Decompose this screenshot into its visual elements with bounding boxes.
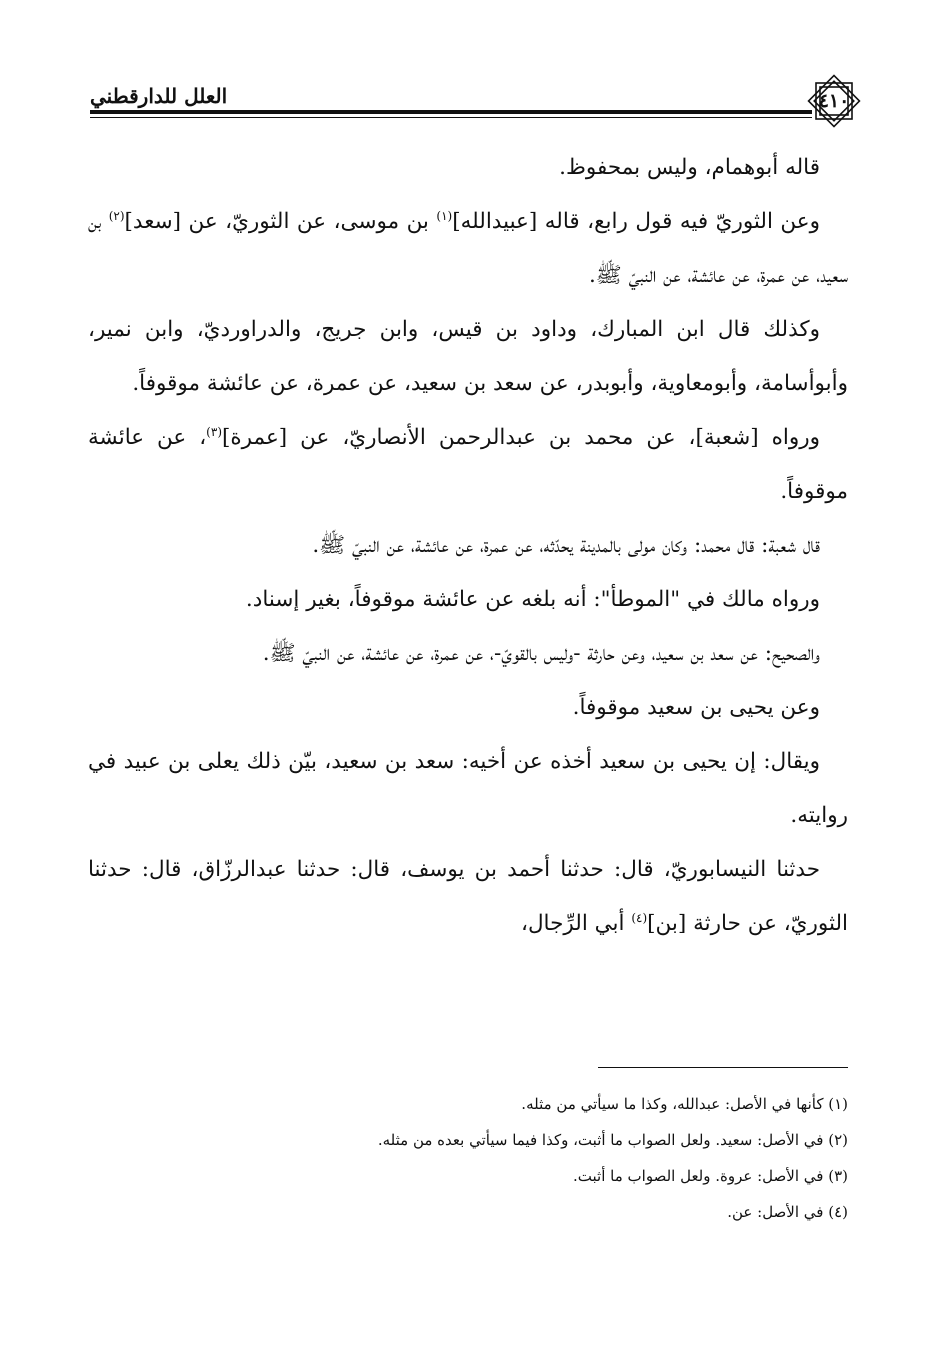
header-rule-thin xyxy=(90,117,812,118)
header-rule-thick xyxy=(90,110,812,114)
main-text xyxy=(88,141,848,951)
page-number-badge xyxy=(805,72,863,130)
paragraph: ورواه مالك في "الموطأ": أنه بلغه عن عائشة موقوفاً، بغير إسناد. xyxy=(245,587,820,612)
running-header-title: العلل للدارقطني xyxy=(90,84,228,108)
footnote-marker: (٣) xyxy=(206,424,222,439)
paragraph: ويقال: إن يحيى بن سعيد أخذه عن أخيه: سعد بن سعيد، بيّن ذلك يعلى بن عبيد في روايته. xyxy=(88,749,848,828)
footnote: (١) كأنها في الأصل: عبدالله، وكذا ما سيأتي من مثله. xyxy=(521,1095,848,1113)
footnote: (٢) في الأصل: سعيد. ولعل الصواب ما أثبت، وكذا فيما سيأتي بعده من مثله. xyxy=(377,1131,848,1149)
paragraph: والصحيح: عن سعد بن سعيد، وعن حارثة -وليس بالقويّ-، عن عمرة، عن عائشة، عن النبيّ ﷺ. xyxy=(262,641,820,666)
footnote: (٤) في الأصل: عن. xyxy=(727,1203,848,1221)
paragraph: قال شعبة: قال محمد: وكان مولى بالمدينة يحدّثه، عن عمرة، عن عائشة، عن النبيّ ﷺ. xyxy=(312,533,820,558)
footnote-marker: (٤) xyxy=(631,910,648,925)
page-number: ٤١٠ xyxy=(818,90,850,112)
paragraph: حدثنا النيسابوريّ، قال: حدثنا أحمد بن يوسف، قال: حدثنا عبدالرزّاق، قال: حدثنا الثوريّ، عن حارثة [بن]$^{(٤)}$ أبي الرِّجال، xyxy=(88,857,848,936)
paragraph: وكذلك قال ابن المبارك، وداود بن قيس، وابن جريج، والدراورديّ، وابن نمير، وأبوأسامة، وأبومعاوية، وأبوبدر، عن سعد بن سعيد، عن عمرة، عن عائشة موقوفاً. xyxy=(88,317,848,396)
footnotes xyxy=(88,1086,848,1230)
paragraph: وعن يحيى بن سعيد موقوفاً. xyxy=(572,695,820,720)
footnote-marker: (١) xyxy=(436,208,453,223)
paragraph: وعن الثوريّ فيه قول رابع، قاله [عبيدالله]$^{(١)}$ بن موسى، عن الثوريّ، عن [سعد]$^{(٢)}$ بن سعيد، عن عمرة، عن عائشة، عن النبيّ ﷺ. xyxy=(88,208,848,288)
paragraph: قاله أبوهمام، وليس بمحفوظ. xyxy=(559,155,820,180)
paragraph: ورواه [شعبة]، عن محمد بن عبدالرحمن الأنصاريّ، عن [عمرة]$^{(٣)}$، عن عائشة موقوفاً. xyxy=(88,424,848,504)
footnote-separator xyxy=(598,1067,848,1068)
footnote: (٣) في الأصل: عروة. ولعل الصواب ما أثبت. xyxy=(573,1167,848,1185)
footnote-marker: (٢) xyxy=(108,208,125,223)
